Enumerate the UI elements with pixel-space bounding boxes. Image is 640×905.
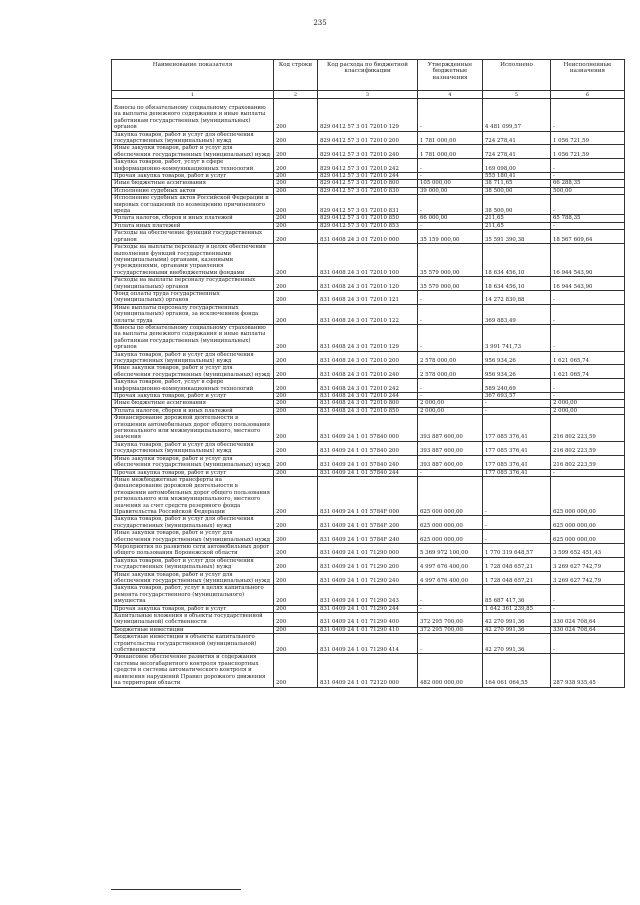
indicator-name-cell: Иные закупки товаров, работ и услуг для обеспечения государственных (муниципальных) нужд [112, 455, 274, 469]
column-number: 4 [418, 91, 483, 99]
classification-code-cell: 831 0409 24 1 01 71290 400 [318, 613, 418, 627]
executed-cell: 164 061 064,55 [483, 654, 551, 687]
executed-cell: 38 711,65 [483, 180, 551, 187]
indicator-name-cell: Иные закупки товаров, работ и услуг для обеспечения государственных (муниципальных) нужд [112, 145, 274, 159]
classification-code-cell: 831 0409 24 1 01 71290 244 [318, 605, 418, 612]
executed-cell: 4 481 099,57 [483, 99, 551, 132]
header-row-code: Код строки [274, 60, 318, 91]
executed-cell: 177 085 376,41 [483, 441, 551, 455]
unexecuted-cell: 500,00 [551, 187, 625, 194]
unexecuted-cell: 216 802 223,59 [551, 441, 625, 455]
unexecuted-cell: 330 024 708,64 [551, 626, 625, 633]
classification-code-cell: 831 0408 24 3 01 72010 122 [318, 304, 418, 324]
unexecuted-cell: - [551, 393, 625, 400]
indicator-name-cell: Уплата налогов, сборов и иных платежей [112, 407, 274, 414]
unexecuted-cell: - [551, 304, 625, 324]
indicator-name-cell: Закупка товаров, работ, услуг в сфере информационно-коммуникационных технологий [112, 159, 274, 173]
unexecuted-cell: 1 056 721,59 [551, 145, 625, 159]
table-row [112, 585, 625, 605]
table-row [112, 516, 625, 530]
executed-cell: 1 728 048 657,21 [483, 557, 551, 571]
table-row [112, 230, 625, 244]
classification-code-cell: 831 0409 24 1 01 57840 240 [318, 455, 418, 469]
classification-code-cell: 831 0409 24 1 01 71290 000 [318, 543, 418, 557]
table-row [112, 290, 625, 304]
table-row [112, 222, 625, 229]
classification-code-cell: 831 0409 24 1 01 57840 200 [318, 441, 418, 455]
classification-code-cell: 831 0408 24 3 01 72010 242 [318, 379, 418, 393]
approved-cell: - [418, 99, 483, 132]
executed-cell: 555 180,41 [483, 173, 551, 180]
table-row [112, 195, 625, 215]
approved-cell: 625 000 000,00 [418, 516, 483, 530]
classification-code-cell: 831 0409 24 1 01 5784F 240 [318, 530, 418, 544]
header-executed: Исполнено [483, 60, 551, 91]
executed-cell: 956 934,26 [483, 365, 551, 379]
table-row [112, 324, 625, 351]
row-code-cell: 200 [274, 230, 318, 244]
unexecuted-cell: - [551, 159, 625, 173]
indicator-name-cell: Прочая закупка товаров, работ и услуг [112, 605, 274, 612]
table-row [112, 187, 625, 194]
executed-cell: 369 883,49 [483, 304, 551, 324]
indicator-name-cell: Уплата иных платежей [112, 222, 274, 229]
approved-cell: - [418, 324, 483, 351]
classification-code-cell: 831 0409 24 1 01 71290 200 [318, 557, 418, 571]
indicator-name-cell: Закупка товаров, работ, услуг в сфере информационно-коммуникационных технологий [112, 379, 274, 393]
row-code-cell: 200 [274, 530, 318, 544]
indicator-name-cell: Бюджетные инвестиции [112, 626, 274, 633]
classification-code-cell: 831 0408 24 3 01 72010 129 [318, 324, 418, 351]
unexecuted-cell: 2 000,00 [551, 407, 625, 414]
row-code-cell: 200 [274, 379, 318, 393]
indicator-name-cell: Мероприятия по развитию сети автомобильных дорог общего пользования Воронежской области [112, 543, 274, 557]
unexecuted-cell: - [551, 222, 625, 229]
row-code-cell: 200 [274, 145, 318, 159]
indicator-name-cell: Расходы на выплаты персоналу в целях обеспечения выполнения функций государственными (муниципальными) органами, казенными учреждениями, органами управления государственными внебюджетными фондами [112, 244, 274, 277]
row-code-cell: 200 [274, 159, 318, 173]
row-code-cell: 200 [274, 469, 318, 476]
row-code-cell: 200 [274, 605, 318, 612]
row-code-cell: 200 [274, 626, 318, 633]
approved-cell: 393 887 600,00 [418, 455, 483, 469]
approved-cell: 66 000,00 [418, 215, 483, 222]
classification-code-cell: 831 0408 24 3 01 72010 120 [318, 277, 418, 291]
unexecuted-cell: 216 802 223,59 [551, 455, 625, 469]
indicator-name-cell: Уплата налогов, сборов и иных платежей [112, 215, 274, 222]
column-number: 5 [483, 91, 551, 99]
executed-cell: - [483, 476, 551, 515]
table-row [112, 407, 625, 414]
table-row [112, 393, 625, 400]
table-row [112, 159, 625, 173]
executed-cell: - [483, 400, 551, 407]
approved-cell: - [418, 173, 483, 180]
row-code-cell: 200 [274, 187, 318, 194]
header-indicator-name: Наименование показателя [112, 60, 274, 91]
indicator-name-cell: Закупка товаров, работ и услуг для обеспечения государственных (муниципальных) нужд [112, 441, 274, 455]
table-row [112, 277, 625, 291]
table-row [112, 626, 625, 633]
classification-code-cell: 831 0409 24 1 01 72120 000 [318, 654, 418, 687]
approved-cell: - [418, 222, 483, 229]
unexecuted-cell: - [551, 290, 625, 304]
classification-code-cell: 831 0408 24 3 01 72010 240 [318, 365, 418, 379]
classification-code-cell: 831 0408 24 3 01 72010 000 [318, 230, 418, 244]
row-code-cell: 200 [274, 654, 318, 687]
unexecuted-cell: 66 288,35 [551, 180, 625, 187]
unexecuted-cell: 1 056 721,59 [551, 131, 625, 145]
classification-code-cell: 829 0412 57 3 01 72010 831 [318, 195, 418, 215]
indicator-name-cell: Иные закупки товаров, работ и услуг для обеспечения государственных (муниципальных) нужд [112, 571, 274, 585]
classification-code-cell: 829 0412 57 3 01 72010 129 [318, 99, 418, 132]
indicator-name-cell: Бюджетные инвестиции в объекты капитального строительства государственной (муниципальной) собственности [112, 634, 274, 654]
approved-cell: 35 579 000,00 [418, 244, 483, 277]
table-row [112, 131, 625, 145]
unexecuted-cell: - [551, 99, 625, 132]
approved-cell: 5 369 972 100,00 [418, 543, 483, 557]
executed-cell: - [483, 407, 551, 414]
table-row [112, 379, 625, 393]
approved-cell: 35 159 000,00 [418, 230, 483, 244]
row-code-cell: 200 [274, 180, 318, 187]
table-row [112, 441, 625, 455]
executed-cell: 3 991 741,73 [483, 324, 551, 351]
approved-cell: 2 000,00 [418, 407, 483, 414]
indicator-name-cell: Взносы по обязательному социальному страхованию на выплаты денежного содержания и иные выплаты работникам государственных (муниципальных) органов [112, 99, 274, 132]
indicator-name-cell: Закупка товаров, работ и услуг для обеспечения государственных (муниципальных) нужд [112, 131, 274, 145]
executed-cell: 1 728 048 657,21 [483, 571, 551, 585]
table-row [112, 605, 625, 612]
unexecuted-cell: - [551, 195, 625, 215]
executed-cell: 14 272 830,88 [483, 290, 551, 304]
row-code-cell: 200 [274, 324, 318, 351]
row-code-cell: 200 [274, 407, 318, 414]
approved-cell: 1 781 000,00 [418, 145, 483, 159]
footnote-divider [111, 889, 241, 890]
classification-code-cell: 831 0409 24 1 01 71290 240 [318, 571, 418, 585]
row-code-cell: 200 [274, 441, 318, 455]
executed-cell: 1 642 361 239,85 [483, 605, 551, 612]
classification-code-cell: 831 0409 24 1 01 57840 244 [318, 469, 418, 476]
row-code-cell: 200 [274, 613, 318, 627]
executed-cell: 177 085 376,41 [483, 469, 551, 476]
indicator-name-cell: Расходы на выплаты персоналу государственных (муниципальных) органов [112, 277, 274, 291]
approved-cell: - [418, 379, 483, 393]
approved-cell: - [418, 634, 483, 654]
approved-cell: - [418, 469, 483, 476]
indicator-name-cell: Закупка товаров, работ и услуг для обеспечения государственных (муниципальных) нужд [112, 516, 274, 530]
classification-code-cell: 829 0412 57 3 01 72010 800 [318, 180, 418, 187]
approved-cell: - [418, 304, 483, 324]
row-code-cell: 200 [274, 277, 318, 291]
classification-code-cell: 831 0409 24 1 01 5784F 200 [318, 516, 418, 530]
unexecuted-cell: - [551, 324, 625, 351]
row-code-cell: 200 [274, 543, 318, 557]
table-header-row [112, 60, 625, 91]
classification-code-cell: 831 0408 24 3 01 72010 800 [318, 400, 418, 407]
table-row [112, 654, 625, 687]
classification-code-cell: 829 0412 57 3 01 72010 200 [318, 131, 418, 145]
table-row [112, 455, 625, 469]
executed-cell: 724 278,41 [483, 145, 551, 159]
classification-code-cell: 831 0409 24 1 01 71290 410 [318, 626, 418, 633]
classification-code-cell: 831 0409 24 1 01 5784F 000 [318, 476, 418, 515]
executed-cell: 956 934,26 [483, 351, 551, 365]
unexecuted-cell: 330 024 708,64 [551, 613, 625, 627]
row-code-cell: 200 [274, 244, 318, 277]
indicator-name-cell: Капитальные вложения в объекты государственной (муниципальной) собственности [112, 613, 274, 627]
column-number: 3 [318, 91, 418, 99]
table-row [112, 543, 625, 557]
table-row [112, 215, 625, 222]
executed-cell: 1 770 319 648,57 [483, 543, 551, 557]
indicator-name-cell: Финансовое обеспечение развития и содержания системы весогабаритного контроля транспортных средств и системы автоматического контроля и выявления нарушений Правил дорожного движения на территории области [112, 654, 274, 687]
unexecuted-cell: - [551, 585, 625, 605]
classification-code-cell: 831 0409 24 1 01 71290 243 [318, 585, 418, 605]
row-code-cell: 200 [274, 557, 318, 571]
indicator-name-cell: Финансирование дорожной деятельности в отношении автомобильных дорог общего пользования регионального или межмуниципального, местного значения [112, 415, 274, 442]
row-code-cell: 200 [274, 571, 318, 585]
classification-code-cell: 831 0408 24 3 01 72010 850 [318, 407, 418, 414]
classification-code-cell: 829 0412 57 3 01 72010 853 [318, 222, 418, 229]
approved-cell: - [418, 605, 483, 612]
row-code-cell: 200 [274, 415, 318, 442]
executed-cell: 211,65 [483, 222, 551, 229]
row-code-cell: 200 [274, 455, 318, 469]
indicator-name-cell: Иные бюджетные ассигнования [112, 400, 274, 407]
approved-cell: 482 000 000,00 [418, 654, 483, 687]
executed-cell: 42 270 991,36 [483, 634, 551, 654]
executed-cell: 724 278,41 [483, 131, 551, 145]
approved-cell: 35 579 000,00 [418, 277, 483, 291]
unexecuted-cell: 3 269 627 742,79 [551, 557, 625, 571]
indicator-name-cell: Прочая закупка товаров, работ и услуг [112, 469, 274, 476]
table-row [112, 469, 625, 476]
classification-code-cell: 829 0412 57 3 01 72010 244 [318, 173, 418, 180]
column-number: 6 [551, 91, 625, 99]
executed-cell: 589 240,69 [483, 379, 551, 393]
classification-code-cell: 829 0412 57 3 01 72010 830 [318, 187, 418, 194]
table-row [112, 173, 625, 180]
approved-cell: - [418, 585, 483, 605]
executed-cell: - [483, 530, 551, 544]
table-row [112, 476, 625, 515]
unexecuted-cell: 16 944 543,90 [551, 244, 625, 277]
executed-cell: 35 591 390,38 [483, 230, 551, 244]
unexecuted-cell: 287 938 935,45 [551, 654, 625, 687]
classification-code-cell: 831 0409 24 1 01 57840 000 [318, 415, 418, 442]
indicator-name-cell: Закупка товаров, работ и услуг для обеспечения государственных (муниципальных) нужд [112, 351, 274, 365]
table-row [112, 365, 625, 379]
classification-code-cell: 831 0409 24 1 01 71290 414 [318, 634, 418, 654]
executed-cell: 38 500,00 [483, 187, 551, 194]
indicator-name-cell: Закупка товаров, работ и услуг для обеспечения государственных (муниципальных) нужд [112, 557, 274, 571]
indicator-name-cell: Прочая закупка товаров, работ и услуг [112, 393, 274, 400]
table-row [112, 180, 625, 187]
executed-cell: 177 085 376,41 [483, 455, 551, 469]
approved-cell: 2 000,00 [418, 400, 483, 407]
unexecuted-cell: - [551, 605, 625, 612]
indicator-name-cell: Прочая закупка товаров, работ и услуг [112, 173, 274, 180]
unexecuted-cell: 3 599 652 451,43 [551, 543, 625, 557]
row-code-cell: 200 [274, 516, 318, 530]
unexecuted-cell: 1 621 065,74 [551, 365, 625, 379]
unexecuted-cell: 65 788,35 [551, 215, 625, 222]
classification-code-cell: 829 0412 57 3 01 72010 242 [318, 159, 418, 173]
approved-cell: 372 295 700,00 [418, 626, 483, 633]
unexecuted-cell: 2 000,00 [551, 400, 625, 407]
table-row [112, 571, 625, 585]
approved-cell: 2 578 000,00 [418, 351, 483, 365]
indicator-name-cell: Фонд оплаты труда государственных (муниципальных) органов [112, 290, 274, 304]
approved-cell: 2 578 000,00 [418, 365, 483, 379]
indicator-name-cell: Взносы по обязательному социальному страхованию на выплаты денежного содержания и иные выплаты работникам государственных (муниципальных) органов [112, 324, 274, 351]
table-row [112, 634, 625, 654]
approved-cell: 625 000 000,00 [418, 476, 483, 515]
indicator-name-cell: Иные межбюджетные трансферты на финансирование дорожной деятельности в отношении автомобильных дорог общего пользования регионального или межмуниципального, местного значения за счет средств резервного фонда Правительства Российской Федерации [112, 476, 274, 515]
approved-cell: - [418, 290, 483, 304]
unexecuted-cell: 625 000 000,00 [551, 530, 625, 544]
table-row [112, 415, 625, 442]
executed-cell: 42 270 991,36 [483, 613, 551, 627]
approved-cell: - [418, 393, 483, 400]
approved-cell: - [418, 195, 483, 215]
row-code-cell: 200 [274, 476, 318, 515]
table-row [112, 304, 625, 324]
unexecuted-cell: 625 000 000,00 [551, 476, 625, 515]
header-unexecuted-appropriations: Неисполненные назначения [551, 60, 625, 91]
row-code-cell: 200 [274, 290, 318, 304]
row-code-cell: 200 [274, 222, 318, 229]
unexecuted-cell: 3 269 627 742,79 [551, 571, 625, 585]
executed-cell: - [483, 516, 551, 530]
budget-execution-table [111, 59, 625, 688]
approved-cell: 393 887 600,00 [418, 441, 483, 455]
column-number: 2 [274, 91, 318, 99]
unexecuted-cell: 625 000 000,00 [551, 516, 625, 530]
row-code-cell: 200 [274, 351, 318, 365]
classification-code-cell: 829 0412 57 3 01 72010 240 [318, 145, 418, 159]
executed-cell: 169 098,00 [483, 159, 551, 173]
unexecuted-cell: - [551, 469, 625, 476]
row-code-cell: 200 [274, 173, 318, 180]
table-row [112, 557, 625, 571]
table-row [112, 99, 625, 132]
executed-cell: 42 270 991,36 [483, 626, 551, 633]
approved-cell: 625 000 000,00 [418, 530, 483, 544]
classification-code-cell: 831 0408 24 3 01 72010 121 [318, 290, 418, 304]
row-code-cell: 200 [274, 400, 318, 407]
unexecuted-cell: - [551, 634, 625, 654]
indicator-name-cell: Иные закупки товаров, работ и услуг для обеспечения государственных (муниципальных) нужд [112, 530, 274, 544]
row-code-cell: 200 [274, 365, 318, 379]
indicator-name-cell: Иные бюджетные ассигнования [112, 180, 274, 187]
classification-code-cell: 829 0412 57 3 01 72010 850 [318, 215, 418, 222]
classification-code-cell: 831 0408 24 3 01 72010 200 [318, 351, 418, 365]
column-number: 1 [112, 91, 274, 99]
header-approved-appropriations: Утвержденные бюджетные назначения [418, 60, 483, 91]
indicator-name-cell: Иные выплаты персоналу государственных (муниципальных) органов, за исключением фонда оплаты труда [112, 304, 274, 324]
classification-code-cell: 831 0408 24 3 01 72010 244 [318, 393, 418, 400]
row-code-cell: 200 [274, 195, 318, 215]
indicator-name-cell: Закупка товаров, работ, услуг в целях капитального ремонта государственного (муниципального) имущества [112, 585, 274, 605]
approved-cell: - [418, 159, 483, 173]
table-row [112, 351, 625, 365]
indicator-name-cell: Расходы на обеспечение функций государственных органов [112, 230, 274, 244]
unexecuted-cell: 16 944 543,90 [551, 277, 625, 291]
column-number-row [112, 91, 625, 99]
executed-cell: 211,65 [483, 215, 551, 222]
row-code-cell: 200 [274, 634, 318, 654]
unexecuted-cell: - [551, 379, 625, 393]
unexecuted-cell: 18 567 609,64 [551, 230, 625, 244]
indicator-name-cell: Иные закупки товаров, работ и услуг для обеспечения государственных (муниципальных) нужд [112, 365, 274, 379]
executed-cell: 85 687 417,36 [483, 585, 551, 605]
page-number: 235 [313, 19, 327, 27]
approved-cell: 39 000,00 [418, 187, 483, 194]
approved-cell: 372 295 700,00 [418, 613, 483, 627]
approved-cell: 1 781 000,00 [418, 131, 483, 145]
indicator-name-cell: Исполнение судебных актов Российской Федерации и мировых соглашений по возмещению причиненного вреда [112, 195, 274, 215]
table-row [112, 530, 625, 544]
unexecuted-cell: 216 802 223,59 [551, 415, 625, 442]
row-code-cell: 200 [274, 304, 318, 324]
unexecuted-cell: - [551, 173, 625, 180]
row-code-cell: 200 [274, 215, 318, 222]
approved-cell: 393 887 600,00 [418, 415, 483, 442]
row-code-cell: 200 [274, 393, 318, 400]
executed-cell: 18 634 456,10 [483, 244, 551, 277]
unexecuted-cell: 1 621 065,74 [551, 351, 625, 365]
classification-code-cell: 831 0408 24 3 01 72010 100 [318, 244, 418, 277]
approved-cell: 105 000,00 [418, 180, 483, 187]
approved-cell: 4 997 676 400,00 [418, 571, 483, 585]
table-row [112, 244, 625, 277]
header-budget-classification-code: Код расхода по бюджетной классификации [318, 60, 418, 91]
indicator-name-cell: Исполнение судебных актов [112, 187, 274, 194]
executed-cell: 177 085 376,41 [483, 415, 551, 442]
table-row [112, 145, 625, 159]
row-code-cell: 200 [274, 585, 318, 605]
table-row [112, 613, 625, 627]
executed-cell: 18 634 456,10 [483, 277, 551, 291]
executed-cell: 367 693,57 [483, 393, 551, 400]
executed-cell: 38 500,00 [483, 195, 551, 215]
row-code-cell: 200 [274, 99, 318, 132]
row-code-cell: 200 [274, 131, 318, 145]
table-row [112, 400, 625, 407]
approved-cell: 4 997 676 400,00 [418, 557, 483, 571]
